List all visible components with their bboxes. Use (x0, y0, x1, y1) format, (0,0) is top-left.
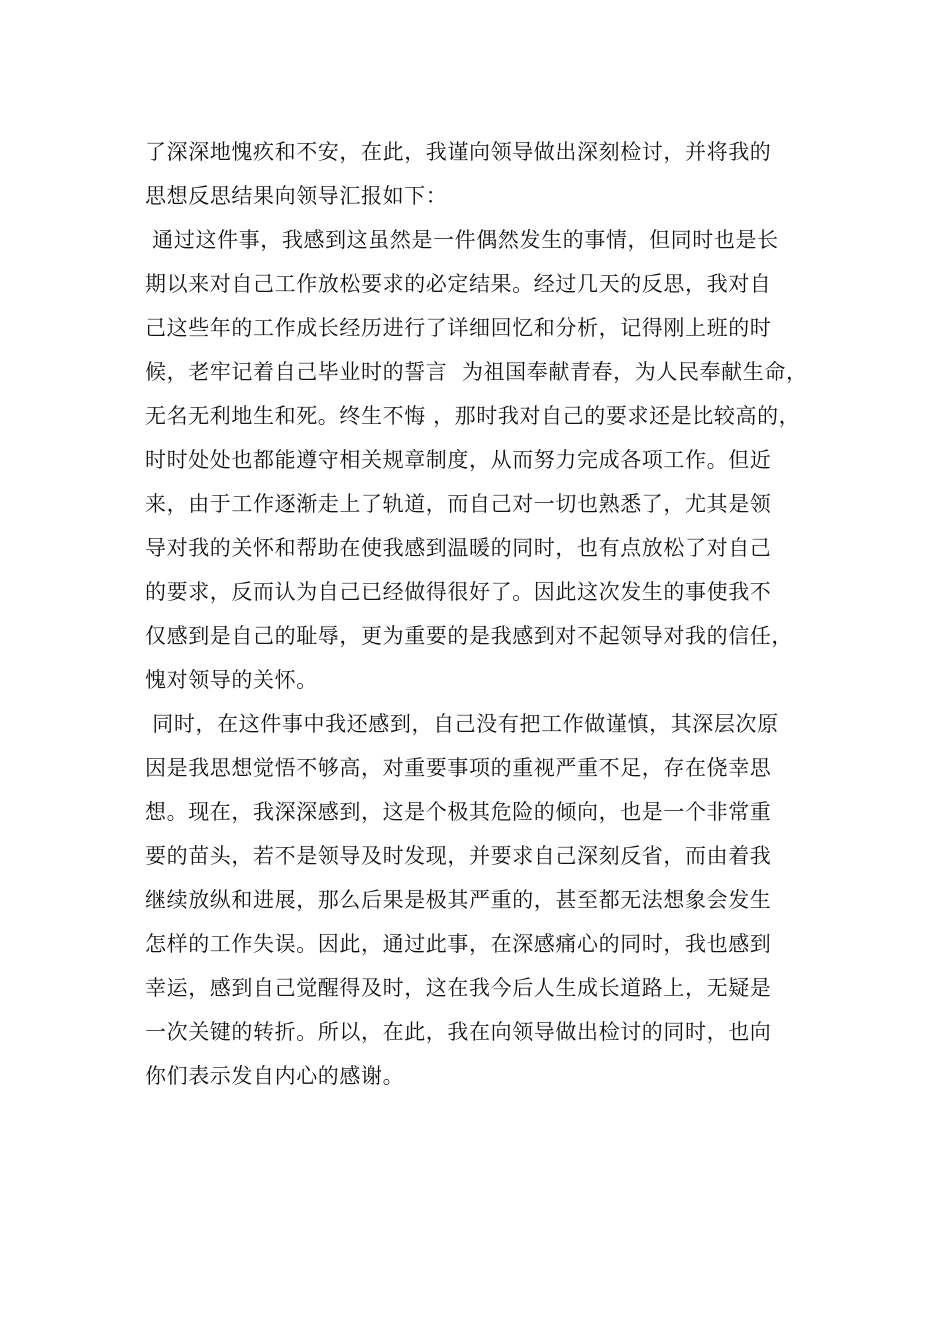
text-line: 你们表示发自内心的感谢。 (145, 1064, 405, 1088)
text-line: 仅感到是自己的耻辱，更为重要的是我感到对不起领导对我的信任， (145, 624, 793, 648)
text-line: 愧对领导的关怀。 (145, 668, 318, 692)
text-line: 一次关键的转折。所以，在此，我在向领导做出检讨的同时，也向 (145, 1020, 772, 1044)
text-line: 了深深地愧疚和不安，在此，我谨向领导做出深刻检讨，并将我的 (145, 140, 772, 164)
text-line: 导对我的关怀和帮助在使我感到温暖的同时，也有点放松了对自己 (145, 536, 772, 560)
text-line: 因是我思想觉悟不够高，对重要事项的重视严重不足，存在侥幸思 (145, 756, 772, 780)
text-line: 来，由于工作逐渐走上了轨道，而自己对一切也熟悉了，尤其是领 (145, 492, 772, 516)
text-line: 幸运，感到自己觉醒得及时，这在我今后人生成长道路上，无疑是 (145, 976, 772, 1000)
text-line: 的要求，反而认为自己已经做得很好了。因此这次发生的事使我不 (145, 580, 772, 604)
text-line: 继续放纵和进展，那么后果是极其严重的，甚至都无法想象会发生 (145, 888, 772, 912)
text-line: 通过这件事，我感到这虽然是一件偶然发生的事情，但同时也是长 (145, 228, 779, 252)
text-line: 同时，在这件事中我还感到，自己没有把工作做谨慎，其深层次原 (145, 712, 779, 736)
text-line: 要的苗头，若不是领导及时发现，并要求自己深刻反省，而由着我 (145, 844, 772, 868)
text-line: 己这些年的工作成长经历进行了详细回忆和分析，记得刚上班的时 (145, 316, 772, 340)
text-line: 候，老牢记着自己毕业时的誓言 为祖国奉献青春，为人民奉献生命， (145, 360, 808, 384)
text-line: 想。现在，我深深感到，这是个极其危险的倾向，也是一个非常重 (145, 800, 772, 824)
text-line: 思想反思结果向领导汇报如下： (145, 184, 448, 208)
text-line: 怎样的工作失误。因此，通过此事，在深感痛心的同时，我也感到 (145, 932, 772, 956)
text-line: 时时处处也都能遵守相关规章制度，从而努力完成各项工作。但近 (145, 448, 772, 472)
body-text (145, 130, 825, 1098)
text-line: 期以来对自己工作放松要求的必定结果。经过几天的反思，我对自 (145, 272, 772, 296)
text-line: 无名无利地生和死。终生不悔 ，那时我对自己的要求还是比较高的， (145, 404, 801, 428)
